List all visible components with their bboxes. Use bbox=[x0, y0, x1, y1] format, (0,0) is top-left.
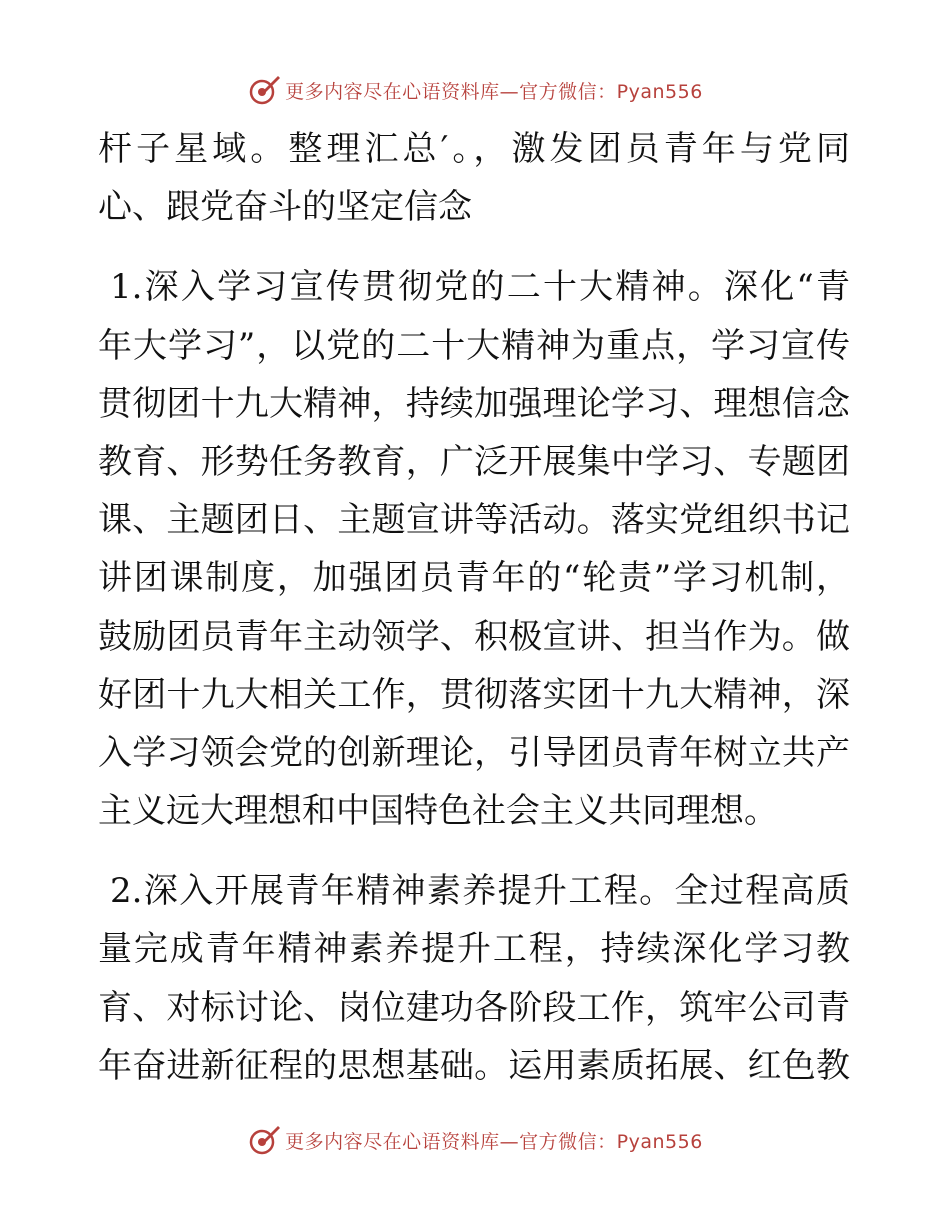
section1-line-3: 贯彻团十九大精神，持续加强理论学习、理想信念 bbox=[98, 383, 850, 424]
document-body bbox=[98, 120, 850, 1095]
section2-line-1: 2.深入开展青年精神素养提升工程。全过程高质 bbox=[110, 871, 850, 912]
section1-line-5: 课、主题团日、主题宣讲等活动。落实党组织书记 bbox=[98, 500, 850, 541]
watermark-text: 更多内容尽在心语资料库—官方微信：Pyan556 bbox=[285, 80, 703, 103]
section1-line-1: 1.深入学习宣传贯彻党的二十大精神。深化“青 bbox=[110, 267, 850, 308]
watermark-header bbox=[0, 70, 950, 110]
section1-line-4: 教育、形势任务教育，广泛开展集中学习、专题团 bbox=[98, 441, 850, 482]
quill-seal-icon bbox=[247, 73, 281, 107]
quill-seal-icon bbox=[247, 1123, 281, 1157]
watermark-text: 更多内容尽在心语资料库—官方微信：Pyan556 bbox=[285, 1130, 703, 1153]
watermark-footer bbox=[0, 1120, 950, 1160]
intro-line-2: 心、跟党奋斗的坚定信念 bbox=[98, 187, 472, 228]
section1-line-7: 鼓励团员青年主动领学、积极宣讲、担当作为。做 bbox=[98, 616, 850, 657]
section1-line-6: 讲团课制度，加强团员青年的“轮责”学习机制， bbox=[98, 558, 850, 599]
section2-line-2: 量完成青年精神素养提升工程，持续深化学习教 bbox=[98, 929, 850, 970]
section1-line-10: 主义远大理想和中国特色社会主义共同理想。 bbox=[98, 791, 778, 832]
section1-line-2: 年大学习”，以党的二十大精神为重点，学习宣传 bbox=[98, 325, 850, 366]
intro-line-1: 杆子星域。整理汇总′。，激发团员青年与党同 bbox=[98, 129, 850, 169]
section1-line-8: 好团十九大相关工作，贯彻落实团十九大精神，深 bbox=[98, 674, 850, 715]
section1-line-9: 入学习领会党的创新理论，引导团员青年树立共产 bbox=[98, 732, 850, 773]
section2-line-4: 年奋进新征程的思想基础。运用素质拓展、红色教 bbox=[98, 1045, 850, 1086]
section2-line-3: 育、对标讨论、岗位建功各阶段工作，筑牢公司青 bbox=[98, 987, 850, 1028]
